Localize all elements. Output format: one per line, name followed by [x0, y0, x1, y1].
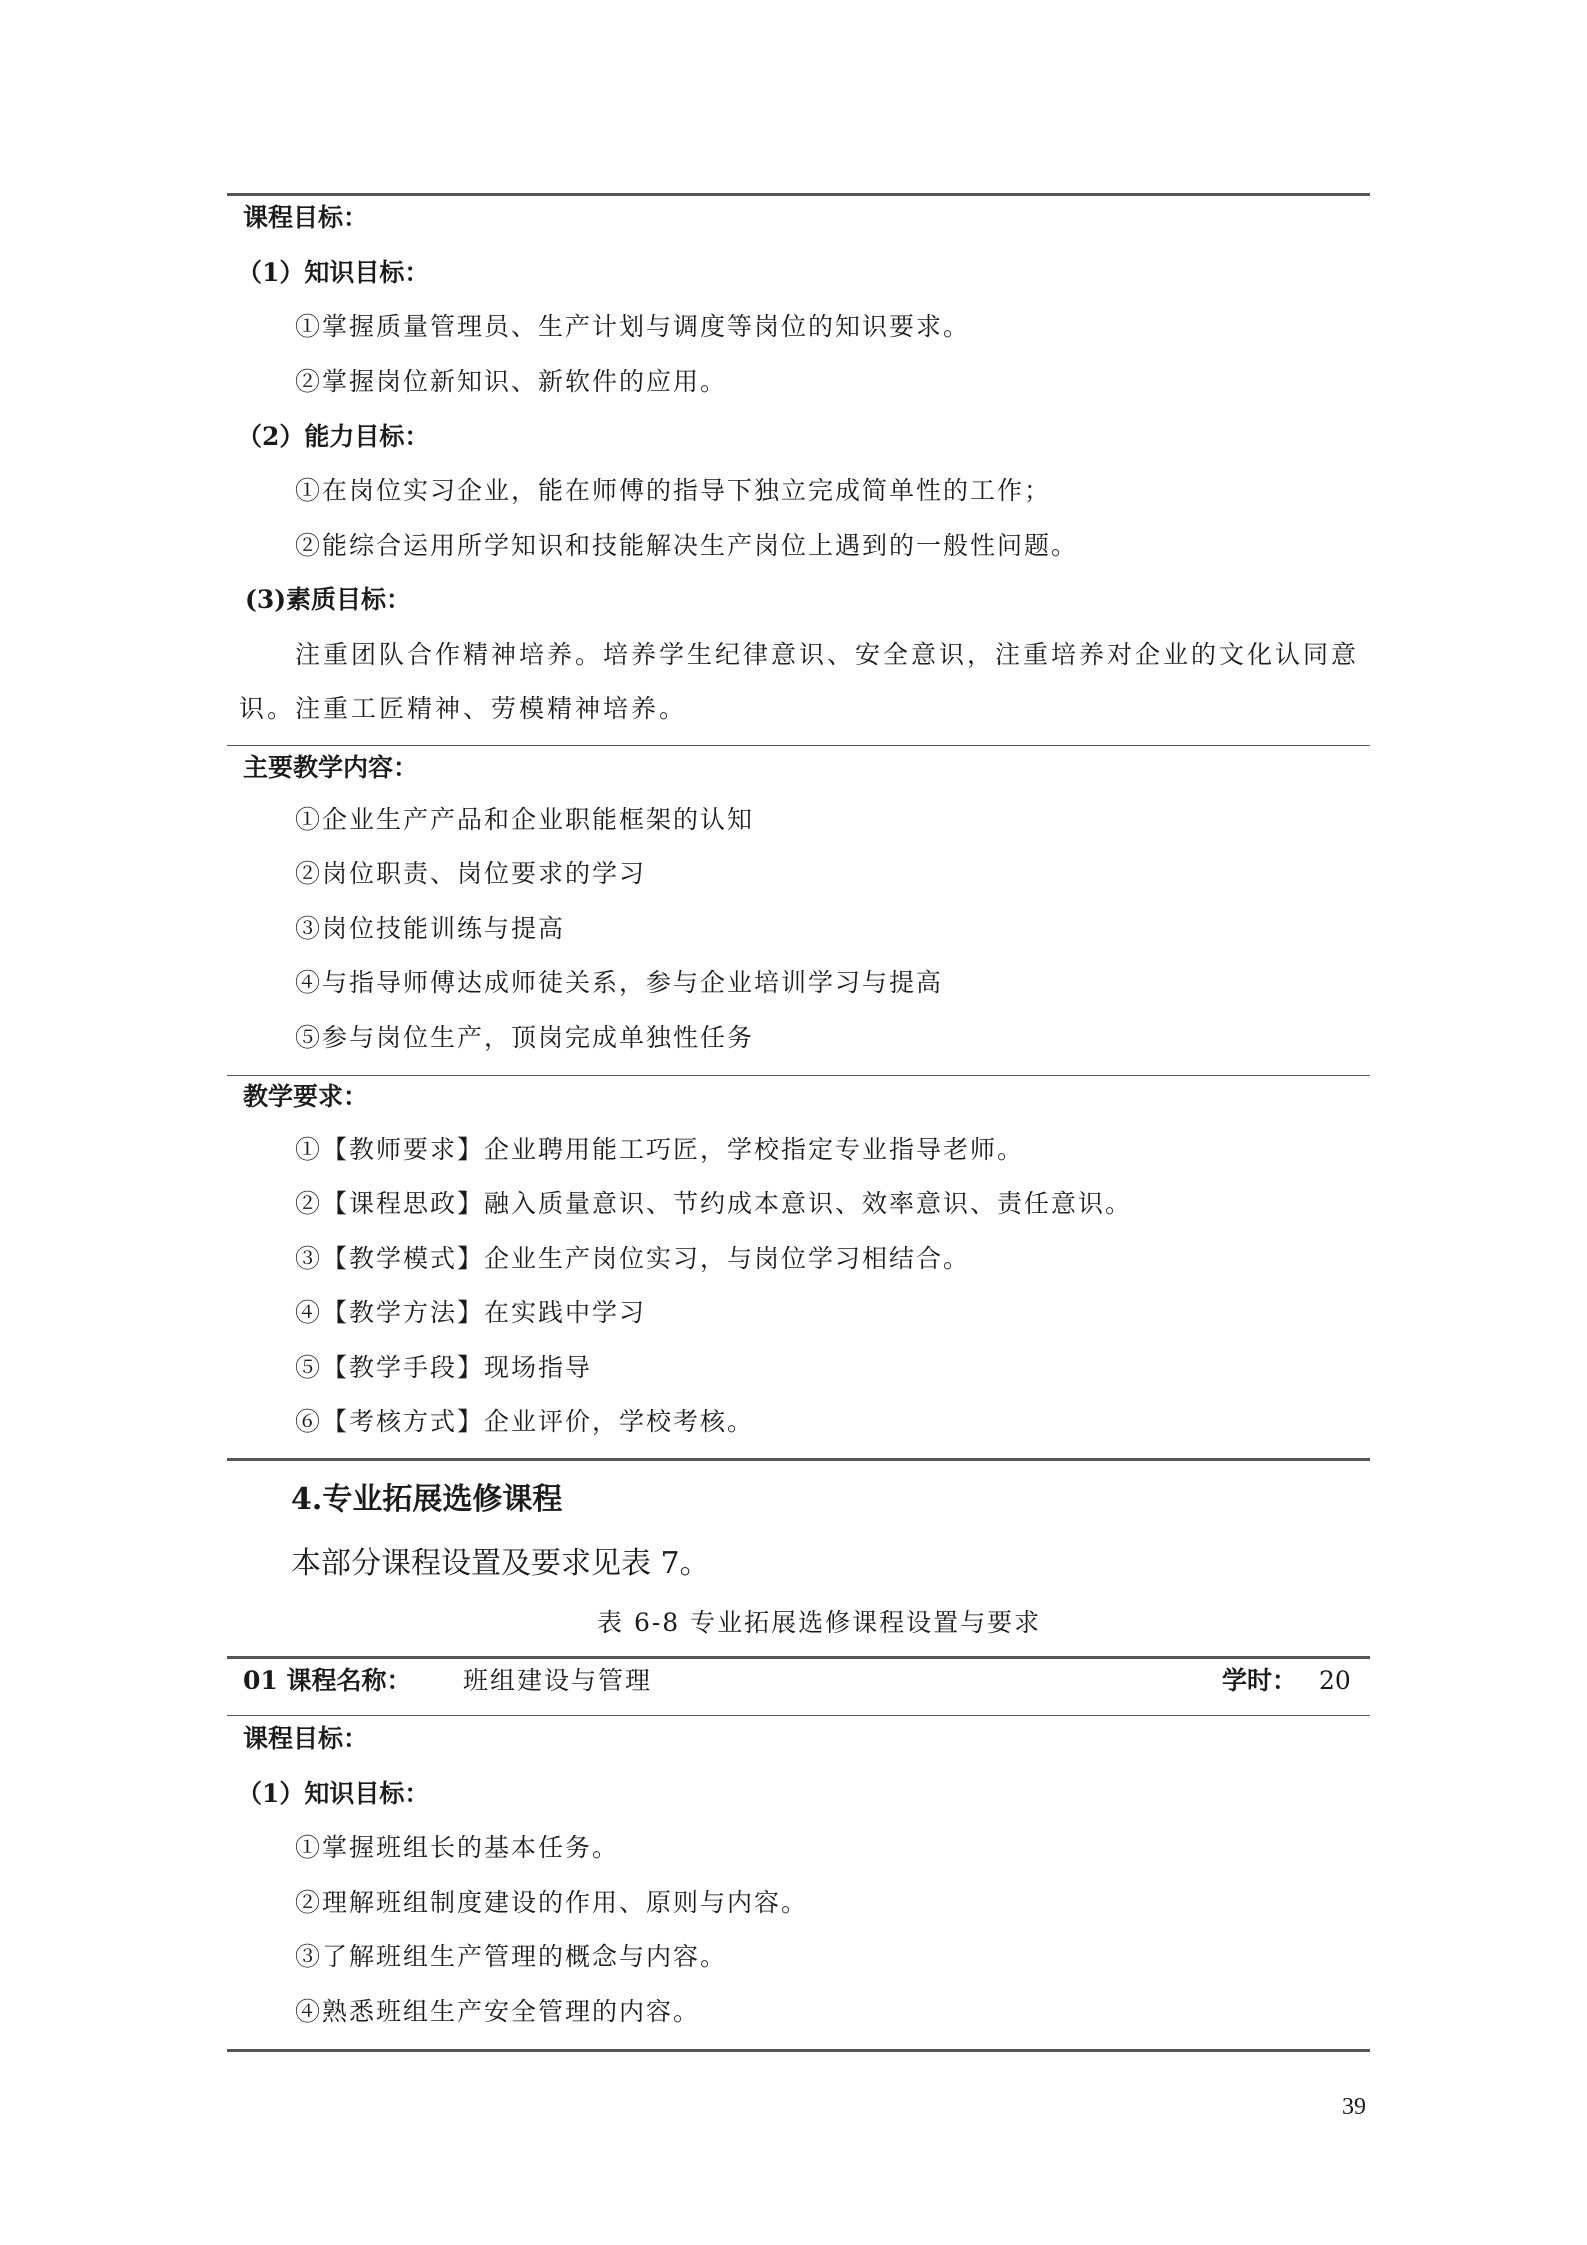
- content-item: ④与指导师傅达成师徒关系，参与企业培训学习与提高: [295, 968, 944, 997]
- requirement-item: ①【教师要求】企业聘用能工巧匠，学校指定专业指导老师。: [295, 1135, 1025, 1164]
- teaching-requirement-label: 教学要求：: [243, 1082, 369, 1111]
- requirement-item: ⑥【考核方式】企业评价，学校考核。: [295, 1407, 755, 1436]
- page-number: 39: [1342, 2094, 1366, 2120]
- content-item: ③岗位技能训练与提高: [295, 914, 566, 943]
- ability-goal-label: （2）能力目标：: [237, 422, 430, 451]
- table-bottom-rule: [227, 2049, 1370, 2052]
- knowledge-item: ①掌握班组长的基本任务。: [295, 1833, 620, 1862]
- quality-paragraph-line: 识。注重工匠精神、劳模精神培养。: [239, 694, 688, 723]
- knowledge-item: ③了解班组生产管理的概念与内容。: [295, 1942, 728, 1971]
- table-divider: [227, 1075, 1370, 1076]
- requirement-item: ④【教学方法】在实践中学习: [295, 1298, 647, 1327]
- course-goal-label: 课程目标：: [243, 1724, 369, 1753]
- table-bottom-rule: [227, 1458, 1370, 1461]
- section-heading: 4.专业拓展选修课程: [291, 1482, 563, 1517]
- requirement-item: ②【课程思政】融入质量意识、节约成本意识、效率意识、责任意识。: [295, 1189, 1133, 1218]
- course-name-label: 01 课程名称：: [243, 1666, 412, 1695]
- knowledge-item: ①掌握质量管理员、生产计划与调度等岗位的知识要求。: [295, 312, 971, 341]
- table-divider: [227, 1715, 1370, 1716]
- document-page: [227, 0, 1370, 2245]
- table-top-rule: [227, 1656, 1370, 1659]
- requirement-item: ⑤【教学手段】现场指导: [295, 1353, 593, 1382]
- knowledge-item: ④熟悉班组生产安全管理的内容。: [295, 1997, 701, 2026]
- table-caption: 表 6-8 专业拓展选修课程设置与要求: [597, 1608, 1042, 1637]
- knowledge-goal-label: （1）知识目标：: [237, 258, 430, 287]
- teaching-content-label: 主要教学内容：: [243, 753, 419, 782]
- table-divider: [227, 745, 1370, 746]
- hours-value: 20: [1319, 1666, 1351, 1695]
- knowledge-goal-label: （1）知识目标：: [237, 1779, 430, 1808]
- content-item: ①企业生产产品和企业职能框架的认知: [295, 805, 755, 834]
- content-item: ⑤参与岗位生产，顶岗完成单独性任务: [295, 1023, 755, 1052]
- knowledge-item: ②掌握岗位新知识、新软件的应用。: [295, 367, 728, 396]
- course-name-value: 班组建设与管理: [463, 1666, 653, 1695]
- hours-label: 学时：: [1222, 1666, 1298, 1695]
- ability-item: ①在岗位实习企业，能在师傅的指导下独立完成简单性的工作；: [295, 476, 1052, 505]
- table-top-rule: [227, 193, 1370, 196]
- knowledge-item: ②理解班组制度建设的作用、原则与内容。: [295, 1888, 809, 1917]
- section-intro: 本部分课程设置及要求见表 7。: [291, 1546, 710, 1581]
- ability-item: ②能综合运用所学知识和技能解决生产岗位上遇到的一般性问题。: [295, 531, 1079, 560]
- quality-goal-label: (3)素质目标：: [245, 585, 412, 614]
- course-goal-label: 课程目标：: [243, 203, 369, 232]
- requirement-item: ③【教学模式】企业生产岗位实习，与岗位学习相结合。: [295, 1244, 971, 1273]
- content-item: ②岗位职责、岗位要求的学习: [295, 859, 647, 888]
- quality-paragraph-line: 注重团队合作精神培养。培养学生纪律意识、安全意识，注重培养对企业的文化认同意: [295, 640, 1360, 669]
